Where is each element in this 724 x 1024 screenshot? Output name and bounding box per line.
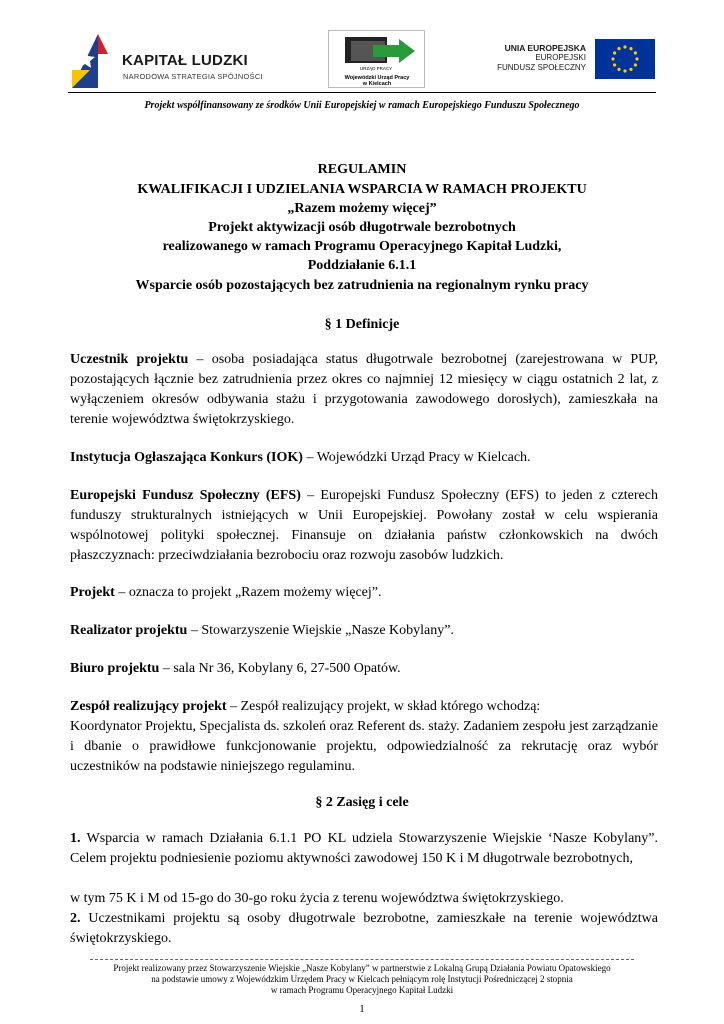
footer-note (68, 963, 656, 996)
section1-heading: § 1 Definicje (324, 317, 400, 332)
definition-text: – Wojewódzki Urząd Pracy w Kielcach. (302, 450, 531, 465)
section2-heading: § 2 Zasięg i cele (315, 795, 409, 810)
footer-line1: Projekt realizowany przez Stowarzyszenie Wiejskie „Nasze Kobylany” w partnerstwie z Lokalną Grupą Działania Powiatu Opatowskiego (113, 963, 611, 973)
definition-term: Zespół realizujący projekt (70, 699, 227, 714)
footer-divider (90, 959, 634, 960)
eu-label-line3: FUNDUSZ SPOŁECZNY (497, 62, 586, 72)
definition-iok (70, 448, 658, 468)
title-line3: „Razem możemy więcej” (287, 201, 437, 216)
kapital-ludzki-emblem-icon (68, 30, 128, 90)
title-line6: Poddziałanie 6.1.1 (307, 258, 417, 273)
wup-caption-line1: Wojewódzki Urząd Pracy (344, 75, 410, 81)
definition-team-continued: Koordynator Projektu, Specjalista ds. szkoleń oraz Referent ds. staży. Zadaniem zespołu jest zarządzanie i dbanie o prawidłowe funkcjonowanie projektu, odpowiedzialność za rekrutację oraz wybór uczestników na podstawie niniejszego regulaminu. (70, 719, 658, 774)
definition-term: Projekt (70, 585, 115, 600)
definition-efs (70, 486, 658, 566)
section2-point1 (70, 829, 658, 869)
section2-point1-continued: w tym 75 K i M od 15-go do 30-go roku życia z terenu województwa świętokrzyskiego. (70, 891, 564, 906)
header-divider (68, 92, 656, 93)
eu-fund-label (470, 43, 586, 72)
definition-term: Instytucja Ogłaszająca Konkurs (IOK) (70, 450, 303, 465)
title-line1: REGULAMIN (317, 162, 407, 177)
section2-point2 (70, 909, 658, 949)
cofinance-note: Projekt współfinansowany ze środków Unii Europejskiej w ramach Europejskiego Funduszu Społecznego (144, 100, 580, 111)
definition-text: – Stowarzyszenie Wiejskie „Nasze Kobylany”. (187, 623, 454, 638)
definition-office (70, 659, 658, 679)
definition-term: Europejski Fundusz Społeczny (EFS) (70, 488, 301, 503)
point-text: Wsparcia w ramach Działania 6.1.1 PO KL udziela Stowarzyszenie Wiejskie ‘Nasze Kobylany”. Celem projektu podniesienie poziomu aktywności zawodowej 150 K i M długotrwale bezrobotnych, (70, 831, 658, 866)
wup-caption-top: URZĄD PRACY (359, 66, 393, 71)
wup-caption-line2: w Kielcach (362, 81, 392, 87)
title-line2: KWALIFIKACJI I UDZIELANIA WSPARCIA W RAMACH PROJEKTU (137, 182, 587, 197)
kapital-ludzki-subtitle: NARODOWA STRATEGIA SPÓJNOŚCI (123, 72, 263, 81)
point-number: 2. (70, 911, 81, 926)
definition-text: – osoba posiadająca status długotrwale bezrobotnej (zarejestrowana w PUP, pozostających łącznie bez zatrudnienia przez okres co najmniej 12 miesięcy w ciągu ostatnich 2 lat, z wyłączeniem okresów odbywania stażu i przygotowania zawodowego dorosłych), zamieszkała na terenie województwa świętokrzyskiego. (70, 352, 658, 427)
wup-caption (335, 75, 419, 87)
eu-flag-icon (595, 39, 655, 79)
title-line4: Projekt aktywizacji osób długotrwale bezrobotnych (208, 220, 516, 235)
footer-line2: na podstawie umowy z Wojewódzkim Urzędem Pracy w Kielcach pełniącym rolę Instytucji Pośredniczącej 2 stopnia (151, 974, 573, 984)
definition-implementer (70, 621, 658, 641)
definition-participant (70, 350, 658, 430)
title-line5: realizowanego w ramach Programu Operacyjnego Kapitał Ludzki, (162, 239, 562, 254)
eu-label-line2: EUROPEJSKI (535, 53, 586, 62)
page-number: 1 (359, 1003, 365, 1015)
eu-label-line1: UNIA EUROPEJSKA (504, 43, 586, 53)
definition-term: Biuro projektu (70, 661, 160, 676)
title-line7: Wsparcie osób pozostających bez zatrudnienia na regionalnym rynku pracy (135, 278, 589, 293)
definition-text: – Zespół realizujący projekt, w skład którego wchodzą: (226, 699, 541, 714)
point-text: Uczestnikami projektu są osoby długotrwale bezrobotne, zamieszkałe na terenie województwa świętokrzyskiego. (70, 911, 658, 946)
definition-project (70, 583, 658, 603)
definition-term: Uczestnik projektu (70, 352, 189, 367)
definition-text: – sala Nr 36, Kobylany 6, 27-500 Opatów. (159, 661, 401, 676)
footer-line3: w ramach Programu Operacyjnego Kapitał Ludzki (270, 985, 454, 995)
point-number: 1. (70, 831, 81, 846)
definition-term: Realizator projektu (70, 623, 188, 638)
definition-text: – Europejski Fundusz Społeczny (EFS) to jeden z czterech funduszy strukturalnych istniejących w Unii Europejskiej. Powołany został w celu wspierania wspólnotowej polityki społecznej. Finansuje on działania państw członkowskich na dwóch płaszczyznach: przeciwdziałania bezrobociu oraz rozwoju zasobów ludzkich. (70, 488, 658, 563)
kapital-ludzki-title: KAPITAŁ LUDZKI (122, 52, 248, 69)
definition-team (70, 697, 658, 777)
definition-text: – oznacza to projekt „Razem możemy więcej”. (114, 585, 382, 600)
